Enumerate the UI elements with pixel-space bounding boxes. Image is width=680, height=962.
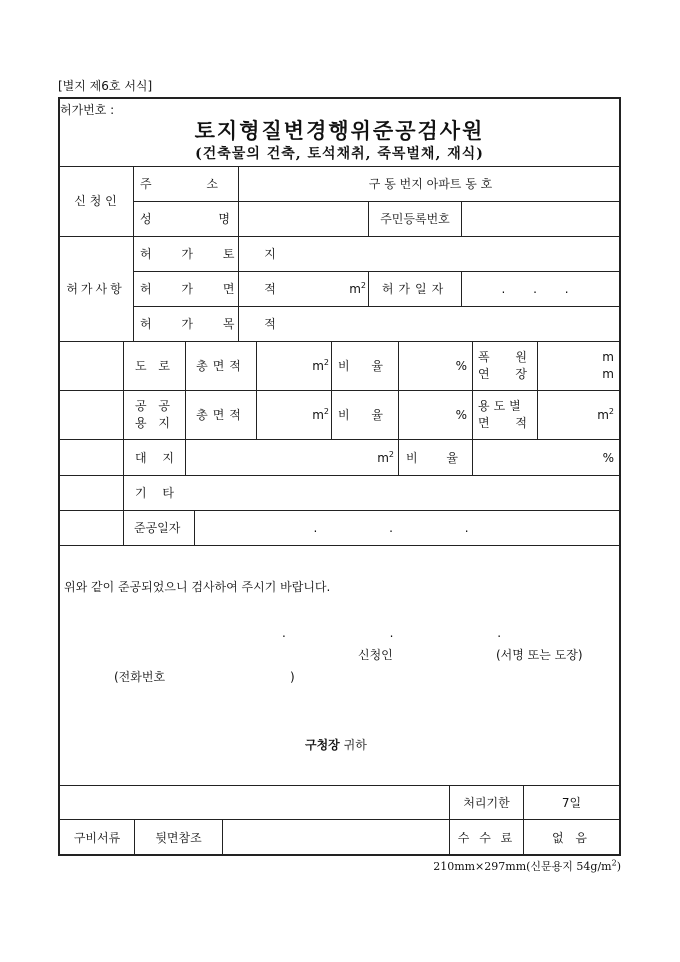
- recipient: 구청장 귀하: [305, 738, 367, 752]
- permit-area-label: 허 가 면 적: [140, 282, 289, 296]
- site-area-unit: $m^2$: [377, 450, 394, 465]
- site-ratio-label: 비 율: [406, 451, 458, 465]
- permit-area-unit: $m^2$: [349, 281, 366, 296]
- road-area-unit: $m^2$: [312, 358, 329, 373]
- address-label: 주 소: [140, 177, 230, 191]
- public-ratio-label: 비 율: [338, 408, 383, 422]
- road-percent: %: [455, 359, 467, 373]
- frame-left: [58, 97, 60, 856]
- public-area-unit: $m^2$: [312, 407, 329, 422]
- applicant-sign-label: 신청인: [358, 648, 393, 662]
- frame-bottom: [58, 854, 621, 856]
- page-title: 토지형질변경행위준공검사원: [194, 118, 485, 143]
- page-subtitle: (건축물의 건축, 토석채취, 죽목벌채, 재식): [195, 146, 484, 162]
- public-total-area-label: 총면적: [196, 408, 246, 422]
- permit-date-value: . . .: [501, 282, 581, 296]
- permit-purpose-label: 허 가 목 적: [140, 317, 289, 331]
- permit-section-label: 허가사항: [66, 282, 125, 296]
- deadline-label: 처리기한: [463, 796, 510, 810]
- completion-date-label: 준공일자: [134, 521, 181, 535]
- phone-close: ): [290, 670, 295, 684]
- public-use-label-line1: 용도별: [478, 399, 525, 413]
- road-width-label: 폭 원: [478, 350, 527, 364]
- docs-value: 뒷면참조: [155, 831, 202, 845]
- public-label-line2: 용 지: [135, 416, 174, 430]
- road-width-unit: m: [602, 350, 614, 364]
- road-label: 도 로: [135, 359, 174, 373]
- completion-date-value: . . .: [313, 521, 503, 535]
- sign-date: . . .: [282, 626, 552, 640]
- other-label: 기 타: [135, 486, 180, 500]
- form-label: [별지 제6호 서식]: [58, 79, 153, 93]
- site-percent: %: [602, 451, 614, 465]
- public-label-line1: 공 공: [135, 399, 174, 413]
- sign-hint: (서명 또는 도장): [496, 648, 583, 662]
- public-percent: %: [455, 408, 467, 422]
- road-total-area-label: 총면적: [196, 359, 246, 373]
- phone-open: (전화번호: [114, 670, 166, 684]
- road-length-label: 연 장: [478, 367, 527, 381]
- fee-value: 없 음: [552, 831, 591, 845]
- permit-land-label: 허 가 토 지: [140, 247, 289, 261]
- name-label: 성 명: [140, 212, 230, 226]
- paper-spec: 210mm×297mm(신문용지 $54g/m^2$): [433, 858, 621, 873]
- address-value: 구 동 번지 아파트 동 호: [368, 177, 493, 191]
- road-length-unit: m: [602, 367, 614, 381]
- deadline-value: 7일: [561, 796, 582, 810]
- fee-label: 수 수 료: [457, 831, 516, 845]
- frame-top: [58, 97, 621, 99]
- permit-date-label: 허가일자: [381, 282, 449, 296]
- public-use-area-unit: $m^2$: [597, 407, 614, 422]
- rrn-label: 주민등록번호: [380, 212, 450, 226]
- road-ratio-label: 비 율: [338, 359, 383, 373]
- permit-no-label: 허가번호 :: [60, 103, 115, 117]
- docs-label: 구비서류: [73, 831, 121, 845]
- public-use-label-line2: 면 적: [478, 416, 527, 430]
- statement-text: 위와 같이 준공되었으니 검사하여 주시기 바랍니다.: [64, 580, 331, 594]
- site-label: 대 지: [135, 451, 180, 465]
- applicant-section-label: 신 청 인: [74, 194, 117, 208]
- frame-right: [619, 97, 621, 856]
